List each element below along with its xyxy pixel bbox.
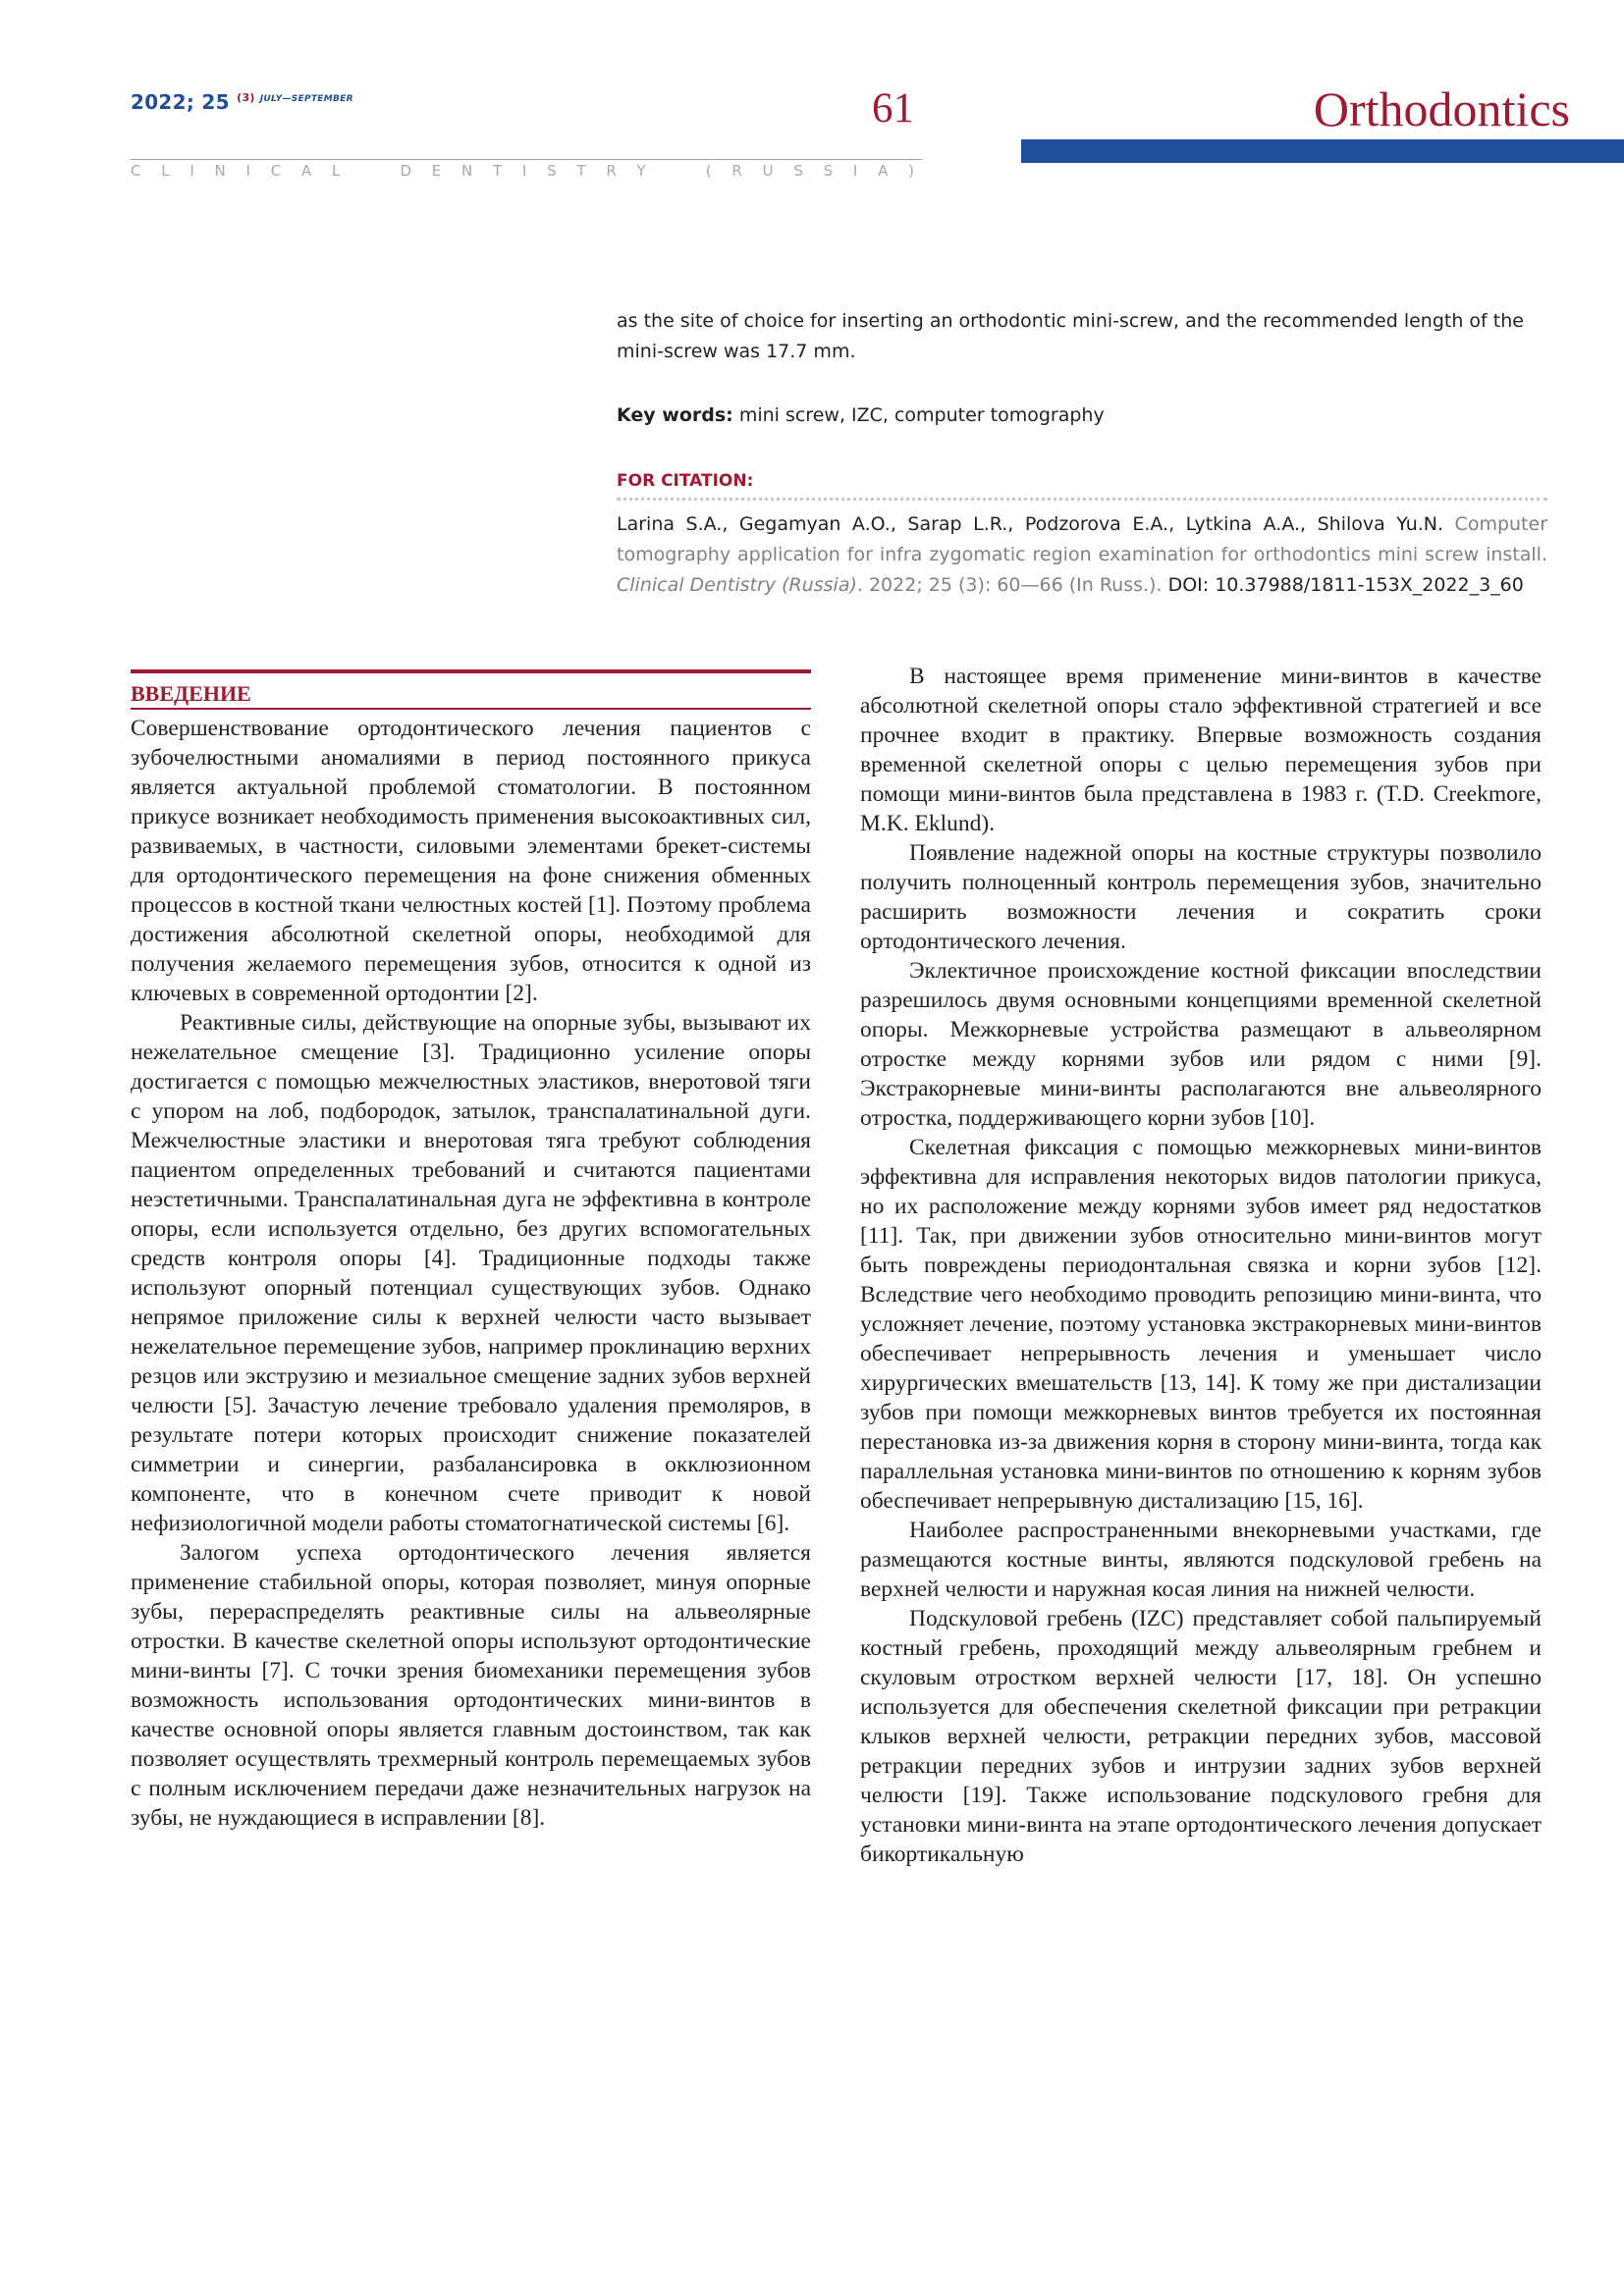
- journal-word-3: ( R U S S I A ): [705, 162, 922, 180]
- section-bar: [1021, 139, 1624, 163]
- paragraph: Совершенствование ортодонтического лечения пациентов с зубочелюстными аномалиями в период постоянного прикуса является актуальной проблемой стоматологии. В постоянном прикусе возникает необходимость применения высокоактивных сил, развиваемых, в частности, силовыми элементами брекет-системы для ортодонтического перемещения на фоне снижения обменных процессов в костной ткани челюстных костей [1]. Поэтому проблема достижения абсолютной скелетной опоры, необходимой для получения желаемого перемещения зубов, относится к одной из ключевых в современной ортодонтии [2].: [131, 716, 811, 1006]
- section-title: Orthodontics: [1313, 81, 1570, 136]
- paragraph: Наиболее распространенными внекорневыми участками, где размещаются костные винты, являются подскуловой гребень на верхней челюсти и наружная косая линия на нижней челюсти.: [860, 1518, 1542, 1602]
- keywords: [617, 404, 1547, 426]
- right-column: [860, 662, 1542, 1869]
- abstract-text: as the site of choice for inserting an orthodontic mini-screw, and the recommended length of the mini-screw was 17.7 mm.: [617, 310, 1524, 362]
- citation-authors: Larina S.A., Gegamyan A.O., Sarap L.R., Podzorova E.A., Lytkina A.A., Shilova Yu.N.: [617, 513, 1444, 535]
- citation-divider: [617, 498, 1547, 501]
- paragraph: Скелетная фиксация с помощью межкорневых мини-винтов эффективна для исправления некоторых видов патологии прикуса, но их расположение между корнями зубов имеет ряд недостатков [11]. Так, при движении зубов относительно мини-винтов могут быть повреждены периодонтальная связка и корни зубов [12]. Вследствие чего необходимо проводить репозицию мини-винта, что усложняет лечение, поэтому установка экстракорневых мини-винтов обеспечивает непрерывность лечения и уменьшает число хирургических вмешательств [13, 14]. К тому же при дистализации зубов при помощи межкорневых винтов требуется их постоянная перестановка из-за движения корня в сторону мини-винта, тогда как параллельная установка мини-винтов по отношению к корням зубов обеспечивает непрерывную дистализацию [15, 16].: [860, 1135, 1542, 1514]
- issue-period: JULY—SEPTEMBER: [259, 94, 353, 104]
- issue-info: [131, 90, 353, 114]
- keywords-text: mini screw, IZC, computer tomography: [738, 404, 1105, 426]
- journal-word-1: C L I N I C A L: [131, 162, 349, 180]
- citation-details: . 2022; 25 (3): 60—66 (In Russ.).: [856, 574, 1163, 596]
- section-rule-thin: [131, 708, 811, 710]
- paragraph: Появление надежной опоры на костные структуры позволило получить полноценный контроль перемещения зубов, значительно расширить возможности лечения и сократить сроки ортодонтического лечения.: [860, 840, 1542, 954]
- citation: [617, 509, 1547, 601]
- intro-heading: ВВЕДЕНИЕ: [131, 681, 251, 706]
- issue-volume: 2022; 25: [131, 90, 230, 114]
- paragraph: В настоящее время применение мини-винтов в качестве абсолютной скелетной опоры стало эффективной стратегией и все прочнее входит в практику. Впервые возможность создания временной скелетной опоры с целью перемещения зубов при помощи мини-винтов была представлена в 1983 г. (T.D. Creekmore, M.K. Eklund).: [860, 664, 1542, 836]
- section-rule: [131, 669, 811, 673]
- paragraph: Реактивные силы, действующие на опорные зубы, вызывают их нежелательное смещение [3]. Традиционно усиление опоры достигается с помощью межчелюстных эластиков, внеротовой тяги с упором на лоб, подбородок, затылок, транспалатинальной дуги. Межчелюстные эластики и внеротовая тяга требуют соблюдения пациентом определенных требований и считаются пациентами неэстетичными. Транспалатинальная дуга не эффективна в контроле опоры, если используется отдельно, без других вспомогательных средств контроля опоры [4]. Традиционные подходы также используют опорный потенциал существующих зубов. Однако непрямое приложение силы к верхней челюсти часто вызывает нежелательное перемещение зубов, например проклинацию верхних резцов или экструзию и мезиальное смещение задних зубов верхней челюсти [5]. Зачастую лечение требовало удаления премоляров, в результате потери которых происходит снижение показателей симметрии и синергии, разбалансировка в окклюзионном компоненте, что в конечном счете приводит к новой нефизиологичной модели работы стоматогнатической системы [6].: [131, 1010, 811, 1536]
- abstract: [617, 306, 1547, 367]
- issue-number: (3): [237, 91, 255, 104]
- citation-doi: DOI: 10.37988/1811-153X_2022_3_60: [1167, 574, 1524, 596]
- citation-heading: FOR CITATION:: [617, 471, 754, 491]
- journal-name: [131, 162, 922, 180]
- citation-title: Computer tomography application for infra zygomatic region examination for orthodontics mini screw install.: [617, 513, 1547, 565]
- header-divider: [131, 159, 922, 160]
- paragraph: Подскуловой гребень (IZC) представляет собой пальпируемый костный гребень, проходящий между альвеолярным гребнем и скуловым отростком верхней челюсти [17, 18]. Он успешно используется для обеспечения скелетной фиксации при ретракции клыков верхней челюсти, ретракции передних зубов, массовой ретракции передних зубов и интрузии задних зубов верхней челюсти [19]. Также использование подскулового гребня для установки мини-винта на этапе ортодонтического лечения допускает бикортикальную: [860, 1606, 1542, 1867]
- page-number: 61: [872, 85, 914, 132]
- left-column: [131, 714, 811, 1833]
- paragraph: Эклектичное происхождение костной фиксации впоследствии разрешилось двумя основными концепциями временной скелетной опоры. Межкорневые устройства размещают в альвеолярном отростке между корнями зубов или рядом с ними [9]. Экстракорневые мини-винты располагаются вне альвеолярного отростка, поддерживающего корни зубов [10].: [860, 958, 1542, 1131]
- citation-journal: Clinical Dentistry (Russia): [617, 574, 857, 596]
- keywords-label: Key words:: [617, 404, 733, 426]
- paragraph: Залогом успеха ортодонтического лечения является применение стабильной опоры, которая позволяет, минуя опорные зубы, перераспределять реактивные силы на альвеолярные отростки. В качестве скелетной опоры используют ортодонтические мини-винты [7]. С точки зрения биомеханики перемещения зубов возможность использования ортодонтических мини-винтов в качестве основной опоры является главным достоинством, так как позволяет осуществлять трехмерный контроль перемещаемых зубов с полным исключением передачи даже незначительных нагрузок на зубы, не нуждающиеся в исправлении [8].: [131, 1540, 811, 1831]
- journal-word-2: D E N T I S T R Y: [400, 162, 654, 180]
